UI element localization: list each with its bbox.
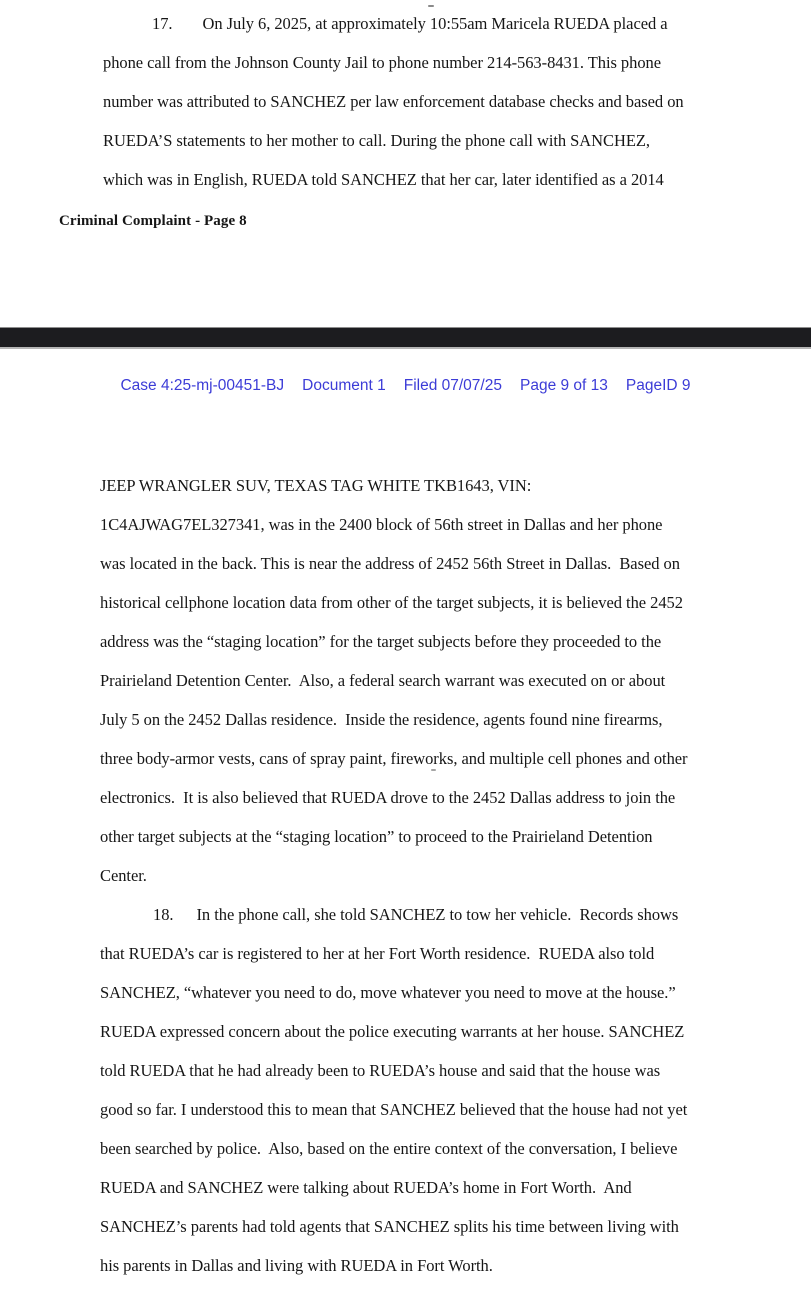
page-indicator: Page 9 of 13 <box>519 377 608 394</box>
filed-date: Filed 07/07/25 <box>403 377 502 394</box>
document-line: was located in the back. This is near the address of 2452 56th Street in Dallas. Based on <box>100 554 680 573</box>
document-line: other target subjects at the “staging location” to proceed to the Prairieland Detention <box>100 827 653 846</box>
paragraph-18-first-line <box>100 895 780 934</box>
paragraph-17-first-line <box>103 4 763 43</box>
document-line: that RUEDA’s car is registered to her at her Fort Worth residence. RUEDA also told <box>100 944 655 963</box>
document-line: 1C4AJWAG7EL327341, was in the 2400 block of 56th street in Dallas and her phone <box>100 515 663 534</box>
page-separator-bar <box>0 327 811 349</box>
document-line: three body-armor vests, cans of spray paint, fireworks, and multiple cell phones and other <box>100 749 688 768</box>
page-8-footer: Criminal Complaint - Page 8 <box>59 213 247 229</box>
case-number: Case 4:25-mj-00451-BJ <box>120 377 285 394</box>
document-line: Prairieland Detention Center. Also, a federal search warrant was executed on or about <box>100 671 666 690</box>
scan-artifact <box>431 769 436 771</box>
document-line: address was the “staging location” for the target subjects before they proceeded to the <box>100 632 662 651</box>
document-line: been searched by police. Also, based on the entire context of the conversation, I believe <box>100 1139 678 1158</box>
document-line: RUEDA expressed concern about the police executing warrants at her house. SANCHEZ <box>100 1022 685 1041</box>
paragraph-number: 18. <box>153 905 174 924</box>
document-line: good so far. I understood this to mean that SANCHEZ believed that the house had not yet <box>100 1100 688 1119</box>
paragraph-number: 17. <box>152 14 173 33</box>
page-9-text <box>100 466 780 1285</box>
document-line: SANCHEZ’s parents had told agents that SANCHEZ splits his time between living with <box>100 1217 679 1236</box>
document-line: number was attributed to SANCHEZ per law enforcement database checks and based on <box>103 92 684 111</box>
document-line: JEEP WRANGLER SUV, TEXAS TAG WHITE TKB1643, VIN: <box>100 476 532 495</box>
document-line: electronics. It is also believed that RUEDA drove to the 2452 Dallas address to join the <box>100 788 676 807</box>
document-line: told RUEDA that he had already been to RUEDA’s house and said that the house was <box>100 1061 661 1080</box>
document-line: SANCHEZ, “whatever you need to do, move whatever you need to move at the house.” <box>100 983 676 1002</box>
document-line: his parents in Dallas and living with RUEDA in Fort Worth. <box>100 1256 493 1275</box>
document-line: In the phone call, she told SANCHEZ to tow her vehicle. Records shows <box>196 905 679 924</box>
document-line: historical cellphone location data from other of the target subjects, it is believed the 2452 <box>100 593 683 612</box>
document-line: Center. <box>100 866 147 885</box>
document-line: RUEDA and SANCHEZ were talking about RUEDA’s home in Fort Worth. And <box>100 1178 632 1197</box>
page-id: PageID 9 <box>625 377 691 394</box>
document-line: On July 6, 2025, at approximately 10:55am Maricela RUEDA placed a <box>202 14 668 33</box>
document-number: Document 1 <box>302 377 386 394</box>
document-line: phone call from the Johnson County Jail to phone number 214-563-8431. This phone <box>103 53 661 72</box>
document-line: July 5 on the 2452 Dallas residence. Inside the residence, agents found nine firearms, <box>100 710 663 729</box>
court-stamp-header <box>0 377 811 395</box>
paragraph-17 <box>103 4 763 199</box>
document-line: RUEDA’S statements to her mother to call. During the phone call with SANCHEZ, <box>103 131 650 150</box>
document-line: which was in English, RUEDA told SANCHEZ that her car, later identified as a 2014 <box>103 170 664 189</box>
